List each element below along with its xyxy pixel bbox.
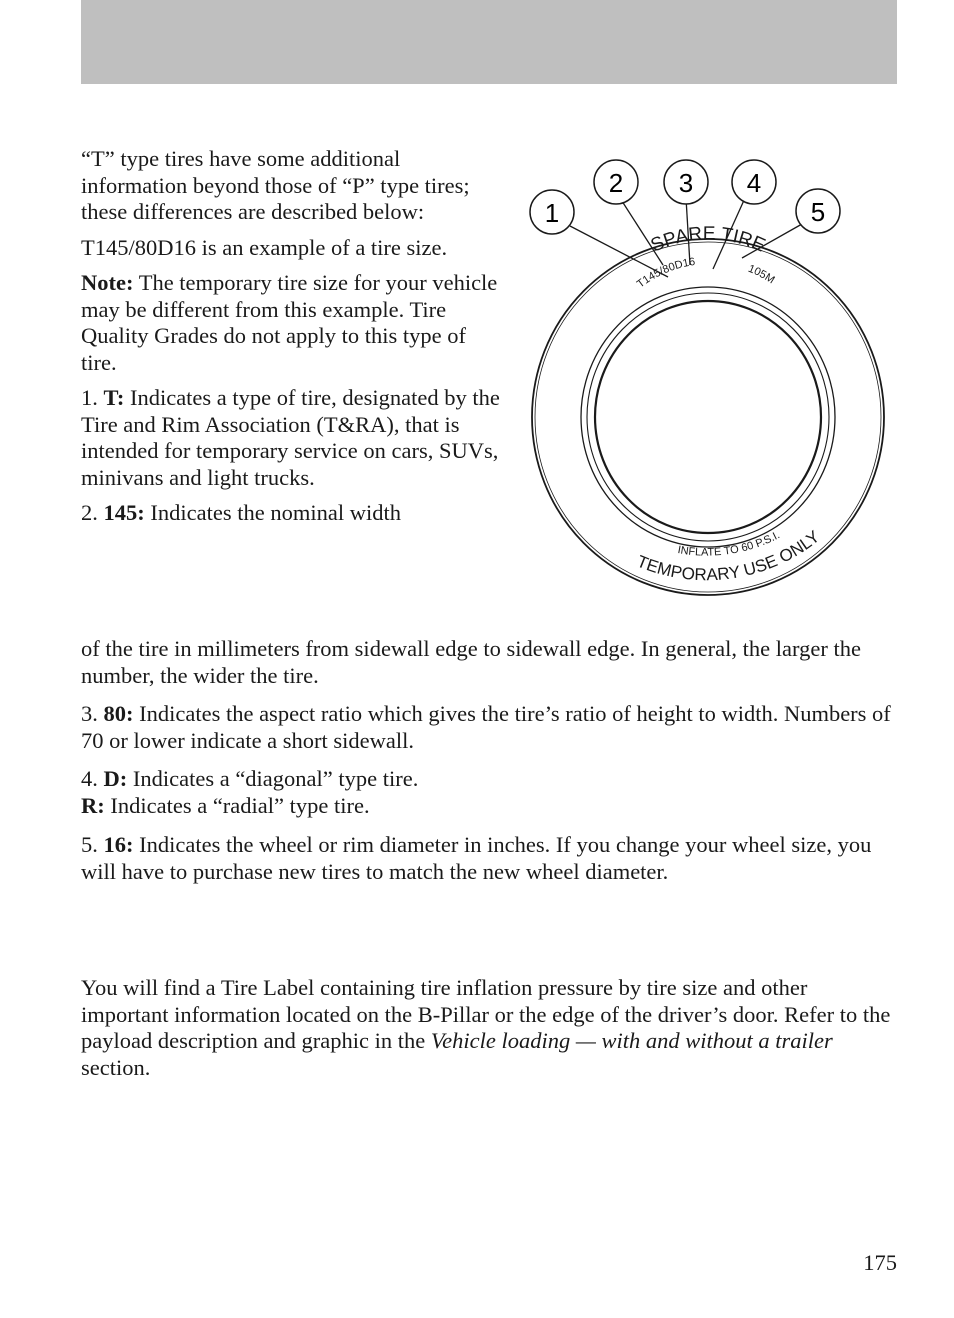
item-3-text: Indicates the aspect ratio which gives the tire’s ratio of height to width. Numbers of 70 or lower indicate a short sidewall.: [81, 701, 891, 753]
item-4-text: Indicates a “diagonal” type tire.: [127, 766, 419, 791]
item-2-label: 145:: [103, 500, 145, 525]
temporary-use-text: TEMPORARY USE ONLY: [634, 527, 824, 585]
tire-label-text-b: section.: [81, 1054, 151, 1080]
item-4r-text: Indicates a “radial” type tire.: [104, 792, 370, 818]
item-2-number: 2.: [81, 500, 104, 525]
item-2-start: [81, 500, 501, 527]
callout-3: [664, 160, 708, 204]
note-label: Note:: [81, 270, 134, 295]
item-5-label: 16:: [103, 832, 134, 857]
item-1-number: 1.: [81, 385, 104, 410]
tire-size-text: T145/80D16: [634, 255, 696, 291]
item-5: [81, 832, 897, 885]
intro-paragraph: “T” type tires have some additional information beyond those of “P” type tires; these differences are described below:: [81, 146, 470, 224]
vehicle-loading-reference: Vehicle loading — with and without a trailer: [430, 1028, 833, 1053]
rim-middle-ring: [587, 293, 829, 541]
callout-5: [796, 189, 840, 233]
header-bar: [81, 0, 897, 84]
item-2-text-a: Indicates the nominal width: [144, 500, 401, 525]
callout-4: [732, 160, 776, 204]
item-1-label: T:: [103, 385, 125, 410]
spare-tire-text: SPARE TIRE: [647, 223, 769, 257]
note-text: The temporary tire size for your vehicle may be different from this example. Tire Quality Grades do not apply to this type of tire.: [81, 270, 498, 375]
callout-number-2: 2: [608, 168, 624, 198]
item-2-text-b: of the tire in millimeters from sidewall edge to sidewall edge. In general, the larger the number, the wider the tire.: [81, 636, 861, 688]
callout-number-5: 5: [810, 197, 826, 227]
page-number: 175: [863, 1250, 897, 1275]
item-3-label: 80:: [103, 701, 134, 726]
tire-diagram-svg: [525, 155, 890, 603]
note-paragraph: [81, 270, 501, 376]
tire-size-example: T145/80D16 is an example of a tire size.: [81, 234, 448, 260]
rim-outer-ring: [581, 287, 835, 547]
item-4: [81, 766, 897, 819]
item-4-label: D:: [103, 766, 128, 791]
item-4r-label: R:: [81, 792, 105, 818]
callout-number-3: 3: [678, 168, 694, 198]
item-3-number: 3.: [81, 701, 104, 726]
item-3: [81, 701, 897, 754]
intro-column: [81, 146, 501, 536]
callout-number-4: 4: [746, 168, 762, 198]
item-4-number: 4.: [81, 766, 104, 791]
item-2-continued: [81, 636, 897, 689]
tire-label-paragraph: [81, 975, 897, 1081]
rim-inner-ring: [595, 301, 821, 533]
inflate-pressure-text: INFLATE TO 60 P.S.I.: [676, 529, 782, 559]
tire-label-text-a: You will find a Tire Label containing tire inflation pressure by tire size and other important information located on the B-Pillar or the edge of the driver’s door. Refer to the payload description and graphic in the: [81, 975, 891, 1053]
tire-rings: [532, 239, 884, 595]
item-5-text: Indicates the wheel or rim diameter in inches. If you change your wheel size, you will have to purchase new tires to match the new wheel diameter.: [81, 832, 872, 884]
tire-sidewall-diagram: [525, 155, 890, 603]
item-1: [81, 385, 501, 491]
load-speed-text: 105M: [746, 262, 777, 287]
item-5-number: 5.: [81, 832, 104, 857]
item-1-text: Indicates a type of tire, designated by the Tire and Rim Association (T&RA), that is intended for temporary service on cars, SUVs, minivans and light trucks.: [81, 385, 500, 490]
callout-number-1: 1: [544, 198, 560, 228]
callout-1: [530, 190, 574, 234]
tire-outer-edge: [532, 239, 884, 595]
callout-2: [594, 160, 638, 204]
